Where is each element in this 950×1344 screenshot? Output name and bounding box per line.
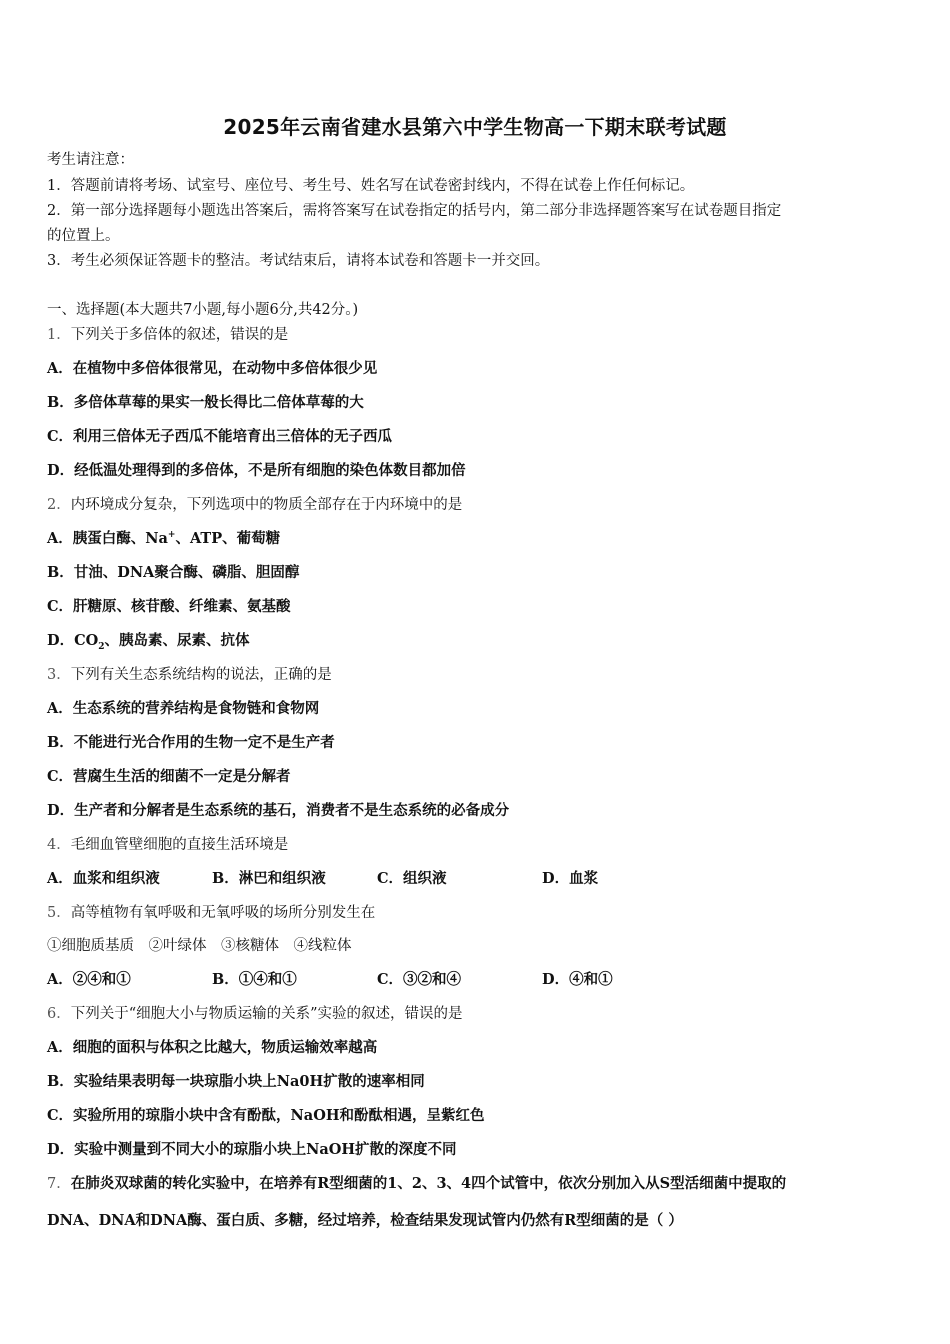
subscript: 2 (98, 641, 105, 652)
question-text: 下列关于多倍体的叙述，错误的是 (70, 327, 289, 343)
question-number: 7． (47, 1176, 71, 1192)
option-c: C．肝糖原、核苷酸、纤维素、氨基酸 (47, 598, 291, 615)
question-7-stem (47, 1174, 786, 1194)
question-text: 内环境成分复杂，下列选项中的物质全部存在于内环境中的是 (70, 497, 463, 513)
option-text: 、胰岛素、尿素、抗体 (104, 632, 250, 649)
notice-item: 3．考生必须保证答题卡的整洁。考试结束后，请将本试卷和答题卡一并交回。 (47, 253, 550, 269)
option-c: C．利用三倍体无子西瓜不能培育出三倍体的无子西瓜 (47, 428, 393, 445)
question-7-stem-continued: DNA、DNA和DNA酶、蛋白质、多糖，经过培养，检查结果发现试管内仍然有R型细菌的是（ ） (47, 1212, 683, 1229)
question-5-stem (47, 903, 375, 923)
question-number: 1． (47, 327, 71, 343)
notice-item: 的位置上。 (47, 228, 120, 244)
option-c: C．③②和④ (377, 971, 462, 988)
option-d: D．经低温处理得到的多倍体，不是所有细胞的染色体数目都加倍 (47, 462, 466, 479)
notice-item: 1．答题前请将考场、试室号、座位号、考生号、姓名写在试卷密封线内，不得在试卷上作任何标记。 (47, 178, 695, 194)
question-3-stem (47, 665, 332, 685)
option-d (47, 631, 250, 651)
option-b: B．①④和① (212, 971, 297, 988)
option-d: D．血浆 (542, 870, 599, 887)
option-c: C．实验所用的琼脂小块中含有酚酞，NaOH和酚酞相遇，呈紫红色 (47, 1107, 485, 1124)
option-c: C．营腐生生活的细菌不一定是分解者 (47, 768, 291, 785)
option-a: A．生态系统的营养结构是食物链和食物网 (47, 700, 320, 717)
option-d: D．生产者和分解者是生态系统的基石，消费者不是生态系统的必备成分 (47, 802, 510, 819)
option-text: D．CO (47, 632, 99, 649)
question-text: 高等植物有氧呼吸和无氧呼吸的场所分别发生在 (70, 905, 376, 921)
question-text: 毛细血管壁细胞的直接生活环境是 (70, 837, 289, 853)
question-number: 2． (47, 497, 71, 513)
option-b: B．多倍体草莓的果实一般长得比二倍体草莓的大 (47, 394, 364, 411)
question-text: 在肺炎双球菌的转化实验中，在培养有R型细菌的1、2、3、4四个试管中，依次分别加入从S型活细菌中提取的 (70, 1175, 787, 1192)
option-b: B．实验结果表明每一块琼脂小块上Na0H扩散的速率相同 (47, 1073, 425, 1090)
option-text: A．胰蛋白酶、Na (47, 530, 168, 547)
question-5-items: ①细胞质基质 ②叶绿体 ③核糖体 ④线粒体 (47, 938, 352, 954)
question-6-stem (47, 1004, 463, 1024)
question-1-stem (47, 325, 288, 345)
section-heading: 一、选择题(本大题共7小题,每小题6分,共42分。) (47, 302, 359, 318)
option-d: D．④和① (542, 971, 613, 988)
option-a: A．细胞的面积与体积之比越大，物质运输效率越高 (47, 1039, 378, 1056)
question-text: 下列关于“细胞大小与物质运输的关系”实验的叙述，错误的是 (70, 1006, 463, 1022)
superscript: + (167, 530, 176, 541)
question-number: 6． (47, 1006, 71, 1022)
option-b: B．甘油、DNA聚合酶、磷脂、胆固醇 (47, 564, 300, 581)
option-a: A．在植物中多倍体很常见，在动物中多倍体很少见 (47, 360, 378, 377)
question-text: 下列有关生态系统结构的说法，正确的是 (70, 667, 332, 683)
option-b: B．淋巴和组织液 (212, 870, 326, 887)
notice-heading: 考生请注意： (47, 152, 134, 168)
option-a: A．血浆和组织液 (47, 870, 160, 887)
option-b: B．不能进行光合作用的生物一定不是生产者 (47, 734, 335, 751)
option-d: D．实验中测量到不同大小的琼脂小块上NaOH扩散的深度不同 (47, 1141, 457, 1158)
option-text: 、ATP、葡萄糖 (175, 530, 281, 547)
page-title: 2025年云南省建水县第六中学生物高一下期末联考试题 (223, 115, 727, 139)
option-a: A．②④和① (47, 971, 131, 988)
notice-item: 2．第一部分选择题每小题选出答案后，需将答案写在试卷指定的括号内，第二部分非选择题答案写在试卷题目指定 (47, 203, 782, 219)
option-a (47, 529, 280, 549)
question-number: 5． (47, 905, 71, 921)
question-2-stem (47, 495, 462, 515)
question-4-stem (47, 835, 288, 855)
question-number: 3． (47, 667, 71, 683)
question-number: 4． (47, 837, 71, 853)
option-c: C．组织液 (377, 870, 447, 887)
